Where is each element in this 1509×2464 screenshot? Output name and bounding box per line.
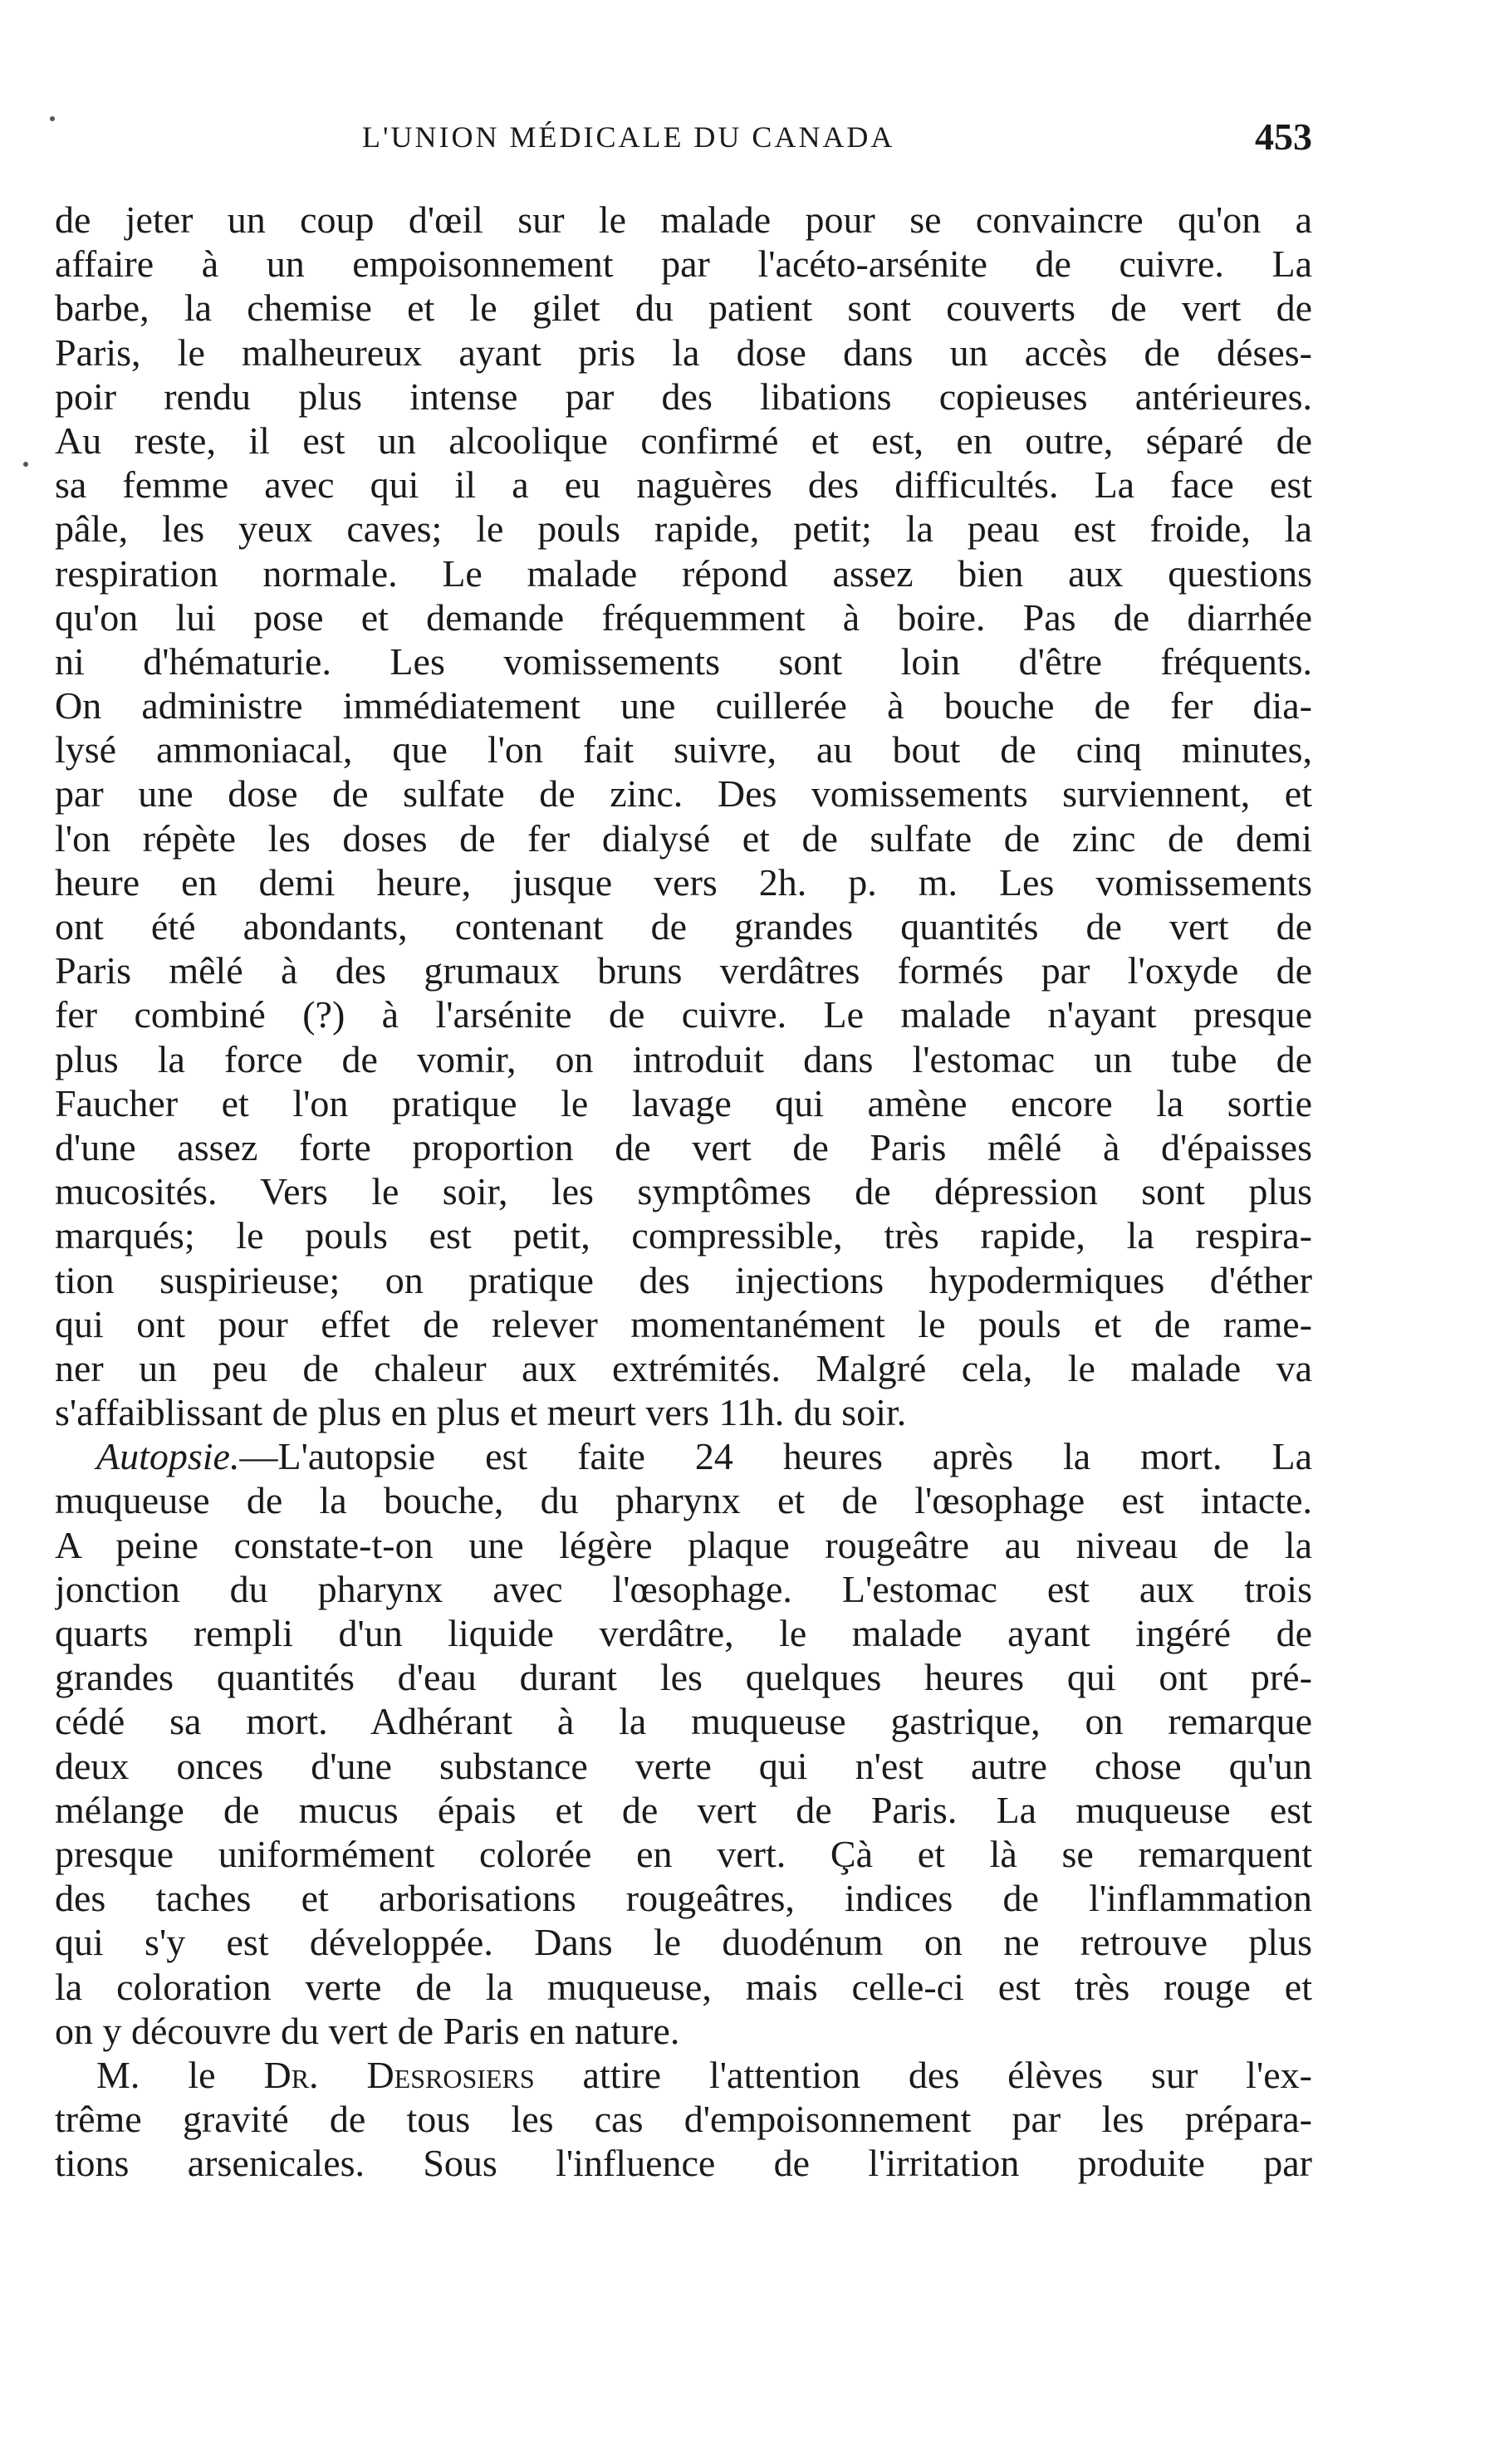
text-line: tion suspirieuse; on pratique des injections hypodermiques d'éther [55, 1258, 1312, 1301]
text-line: deux onces d'une substance verte qui n'est autre chose qu'un [55, 1744, 1312, 1787]
text-line: On administre immédiatement une cuillerée à bouche de fer dia- [55, 684, 1312, 727]
text-line: qui s'y est développée. Dans le duodénum on ne retrouve plus [55, 1921, 1312, 1964]
text-line: fer combiné (?) à l'arsénite de cuivre. Le malade n'ayant presque [55, 993, 1312, 1036]
text-line: de jeter un coup d'œil sur le malade pour se convaincre qu'on a [55, 198, 1312, 241]
text-line: ont été abondants, contenant de grandes quantités de vert de [55, 905, 1312, 948]
text-line: marqués; le pouls est petit, compressible, très rapide, la respira- [55, 1214, 1312, 1257]
paragraph-desrosiers [55, 2053, 1312, 2186]
text-line: s'affaiblissant de plus en plus et meurt vers 11h. du soir. [55, 1391, 907, 1434]
paragraph-autopsy [55, 1434, 1312, 2053]
text-fragment: attire l'attention des élèves sur l'ex- [534, 2053, 1312, 2096]
text-line: presque uniformément colorée en vert. Çà et là se remarquent [55, 1832, 1312, 1875]
text-fragment: M. le [96, 2053, 264, 2096]
page-number: 453 [1255, 115, 1312, 158]
text-line: trême gravité de tous les cas d'empoisonnement par les prépara- [55, 2098, 1312, 2141]
text-line: pâle, les yeux caves; le pouls rapide, petit; la peau est froide, la [55, 507, 1312, 551]
text-line-lead [55, 1434, 1312, 1478]
autopsy-heading: Autopsie. [96, 1435, 240, 1478]
text-line: l'on répète les doses de fer dialysé et de sulfate de zinc de demi [55, 816, 1312, 860]
text-line: grandes quantités d'eau durant les quelques heures qui ont pré- [55, 1656, 1312, 1699]
running-title: L'UNION MÉDICALE DU CANADA [362, 120, 895, 154]
text-fragment: —L'autopsie est faite 24 heures après la mort. La [239, 1435, 1312, 1478]
text-line: muqueuse de la bouche, du pharynx et de l'œsophage est intacte. [55, 1479, 1312, 1522]
text-line: cédé sa mort. Adhérant à la muqueuse gastrique, on remarque [55, 1700, 1312, 1743]
text-line: d'une assez forte proportion de vert de Paris mêlé à d'épaisses [55, 1125, 1312, 1168]
text-line: heure en demi heure, jusque vers 2h. p. m. Les vomissements [55, 860, 1312, 904]
text-line: on y découvre du vert de Paris en nature. [55, 2009, 680, 2052]
scan-speck [50, 116, 55, 121]
text-line: mélange de mucus épais et de vert de Paris. La muqueuse est [55, 1788, 1312, 1831]
body-text [55, 198, 1312, 2185]
text-line: Paris, le malheureux ayant pris la dose dans un accès de déses- [55, 331, 1312, 374]
page-header [55, 115, 1312, 164]
text-line-lead [55, 2053, 1312, 2097]
paragraph-case-report [55, 198, 1312, 1434]
text-line: Paris mêlé à des grumaux bruns verdâtres formés par l'oxyde de [55, 949, 1312, 992]
text-line: respiration normale. Le malade répond assez bien aux questions [55, 551, 1312, 595]
text-line: des taches et arborisations rougeâtres, indices de l'inflammation [55, 1877, 1312, 1920]
text-line: plus la force de vomir, on introduit dans l'estomac un tube de [55, 1037, 1312, 1080]
text-line: A peine constate-t-on une légère plaque rougeâtre au niveau de la [55, 1523, 1312, 1566]
text-line: Au reste, il est un alcoolique confirmé et est, en outre, séparé de [55, 419, 1312, 462]
text-line: sa femme avec qui il a eu naguères des difficultés. La face est [55, 463, 1312, 507]
text-line: poir rendu plus intense par des libations copieuses antérieures. [55, 375, 1312, 418]
text-line: tions arsenicales. Sous l'influence de l'irritation produite par [55, 2142, 1312, 2185]
text-line: quarts rempli d'un liquide verdâtre, le malade ayant ingéré de [55, 1612, 1312, 1654]
text-line: ni d'hématurie. Les vomissements sont loin d'être fréquents. [55, 639, 1312, 683]
text-line: qu'on lui pose et demande fréquemment à boire. Pas de diarrhée [55, 595, 1312, 639]
text-line: par une dose de sulfate de zinc. Des vomissements surviennent, et [55, 772, 1312, 816]
text-line: barbe, la chemise et le gilet du patient sont couverts de vert de [55, 287, 1312, 330]
text-line: lysé ammoniacal, que l'on fait suivre, au bout de cinq minutes, [55, 728, 1312, 772]
speaker-name: Dr. Desrosiers [263, 2053, 535, 2096]
text-line: qui ont pour effet de relever momentanément le pouls et de rame- [55, 1302, 1312, 1345]
text-line: jonction du pharynx avec l'œsophage. L'estomac est aux trois [55, 1567, 1312, 1610]
text-line: Faucher et l'on pratique le lavage qui amène encore la sortie [55, 1081, 1312, 1124]
text-line: affaire à un empoisonnement par l'acéto-arsénite de cuivre. La [55, 242, 1312, 286]
text-line: ner un peu de chaleur aux extrémités. Malgré cela, le malade va [55, 1346, 1312, 1389]
text-line: mucosités. Vers le soir, les symptômes de dépression sont plus [55, 1170, 1312, 1213]
text-line: la coloration verte de la muqueuse, mais celle-ci est très rouge et [55, 1965, 1312, 2008]
scan-speck [23, 462, 28, 467]
